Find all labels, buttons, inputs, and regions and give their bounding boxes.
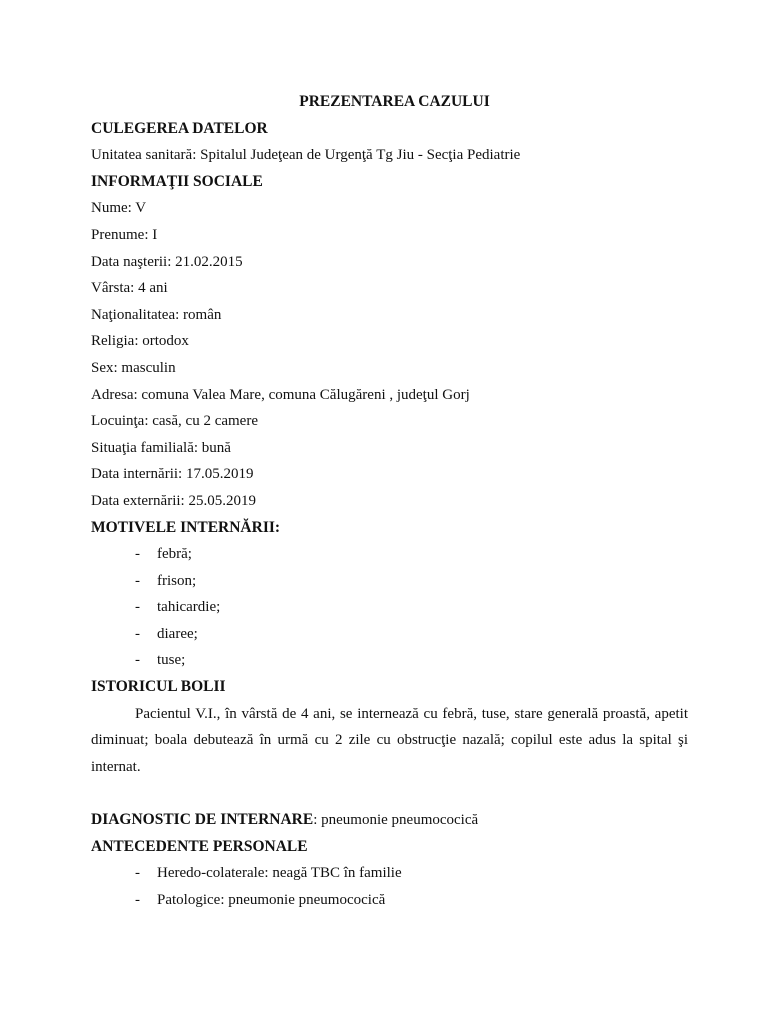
- list-item-text: Heredo-colaterale: neagă TBC în familie: [157, 865, 402, 882]
- list-dash: -: [135, 599, 140, 616]
- diagnostic-line: [91, 807, 688, 834]
- section-heading-social: INFORMAŢII SOCIALE: [91, 172, 263, 190]
- social-line-situatia-familiala: Situaţia familială: bună: [91, 439, 231, 456]
- list-item: [91, 860, 688, 887]
- social-line-data-internarii: Data internării: 17.05.2019: [91, 466, 254, 483]
- list-item-text: febră;: [157, 546, 192, 563]
- istoric-paragraph: Pacientul V.I., în vârstă de 4 ani, se internează cu febră, tuse, stare generală proastă, apetit diminuat; boala debutează în urmă cu 2 zile cu obstrucţie nazală; copilul este adus la spital şi internat.: [91, 705, 688, 775]
- list-dash: -: [135, 546, 140, 563]
- list-item: [91, 594, 688, 621]
- list-item-text: tuse;: [157, 652, 186, 669]
- list-item: [91, 568, 688, 595]
- section-heading-motive: MOTIVELE INTERNĂRII:: [91, 518, 281, 536]
- list-dash: -: [135, 625, 140, 642]
- document-title: PREZENTAREA CAZULUI: [299, 93, 490, 110]
- diagnostic-label: DIAGNOSTIC DE INTERNARE: [91, 811, 314, 829]
- list-item: [91, 621, 688, 648]
- section-heading-culegerea: CULEGEREA DATELOR: [91, 119, 268, 137]
- list-item-text: frison;: [157, 572, 197, 589]
- social-line-adresa: Adresa: comuna Valea Mare, comuna Călugăreni , judeţul Gorj: [91, 386, 470, 403]
- list-item: [91, 647, 688, 674]
- social-line-sex: Sex: masculin: [91, 359, 176, 376]
- spacer: [91, 780, 688, 807]
- list-dash: -: [135, 572, 140, 589]
- unitate-sanitara-line: Unitatea sanitară: Spitalul Judeţean de Urgenţă Tg Jiu - Secţia Pediatrie: [91, 147, 521, 164]
- social-line-locuinta: Locuinţa: casă, cu 2 camere: [91, 413, 258, 430]
- social-line-nationalitatea: Naţionalitatea: român: [91, 306, 222, 323]
- list-item-text: Patologice: pneumonie pneumococică: [157, 891, 386, 908]
- diagnostic-value: : pneumonie pneumococică: [313, 812, 479, 829]
- list-dash: -: [135, 865, 140, 882]
- social-line-varsta: Vârsta: 4 ani: [91, 280, 168, 297]
- social-line-religia: Religia: ortodox: [91, 333, 189, 350]
- social-line-prenume: Prenume: I: [91, 226, 158, 243]
- social-line-data-externarii: Data externării: 25.05.2019: [91, 492, 256, 509]
- social-line-nume: Nume: V: [91, 200, 147, 217]
- social-line-data-nasterii: Data naşterii: 21.02.2015: [91, 253, 243, 270]
- list-item-text: diaree;: [157, 625, 198, 642]
- list-item-text: tahicardie;: [157, 599, 221, 616]
- list-item: [91, 887, 688, 914]
- list-item: [91, 541, 688, 568]
- section-heading-antecedente: ANTECEDENTE PERSONALE: [91, 837, 308, 855]
- section-heading-istoric: ISTORICUL BOLII: [91, 678, 226, 696]
- list-dash: -: [135, 891, 140, 908]
- list-dash: -: [135, 652, 140, 669]
